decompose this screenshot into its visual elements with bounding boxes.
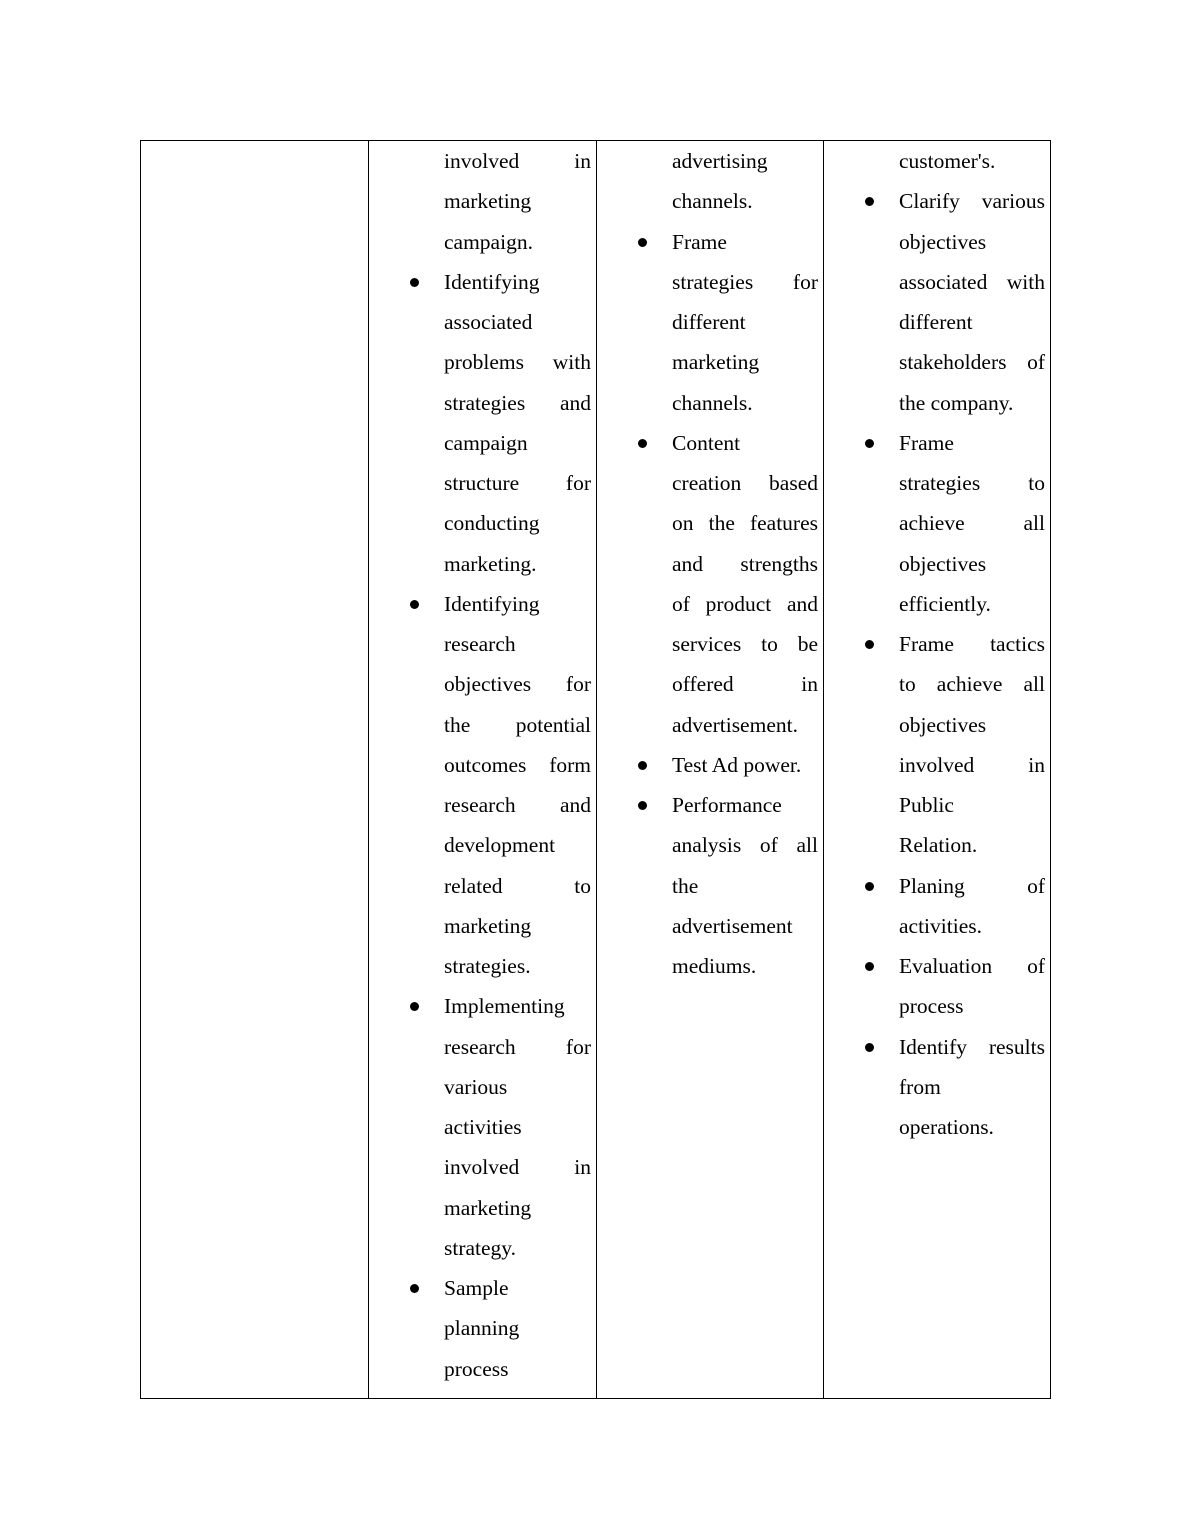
text-line [899,624,1045,664]
text-line [444,463,591,503]
line-text: Relation. [899,833,978,858]
text-line [444,383,591,423]
line-text: to achieve all [899,672,1045,697]
line-text: strategies. [444,954,531,978]
text-line [444,222,591,262]
text-line [444,1027,591,1067]
text-line [672,624,818,664]
text-line [899,785,1045,825]
line-text: Identify results [899,1034,1045,1059]
line-text: campaign [444,430,528,455]
text-line [444,503,591,543]
line-text: efficiently. [899,591,991,616]
bullet-icon [410,1002,419,1011]
bullet-icon [865,439,874,448]
text-line [444,181,591,221]
text-line [899,1027,1045,1067]
text-line [899,705,1045,745]
line-text: problems with [444,350,591,375]
text-line [444,866,591,906]
text-line [899,302,1045,342]
bullet-icon [638,238,647,247]
line-text: the potential [444,712,591,737]
line-text: associated with [899,269,1045,294]
bullet-icon [865,962,874,971]
text-line [444,1349,591,1389]
text-line [444,1147,591,1187]
text-line [899,463,1045,503]
line-text: Test Ad power. [672,752,802,777]
text-line [444,1308,591,1348]
line-text: Frame tactics [899,632,1045,656]
line-text: related to [444,873,591,898]
line-text: associated [444,310,533,334]
bullet-icon [865,882,874,891]
content-table [140,140,1051,1399]
line-text: customer's. [899,149,996,173]
bullet-icon [410,600,419,609]
text-line [899,181,1045,221]
line-text: strategies for [672,269,818,294]
text-line [899,222,1045,262]
text-line [672,866,818,906]
line-text: and strengths [672,551,818,576]
line-text: Planing of [899,873,1045,898]
line-text: strategies and [444,390,591,415]
line-text: marketing [444,1195,532,1220]
text-line [444,584,591,624]
line-text: Evaluation of [899,954,1045,978]
table-column-2 [368,141,596,1398]
column-3-text [672,141,818,986]
text-line [672,222,818,262]
text-line [444,1268,591,1308]
line-text: various [444,1074,508,1099]
line-text: advertisement [672,913,793,938]
text-line [899,423,1045,463]
bullet-icon [638,439,647,448]
text-line [899,986,1045,1026]
text-line [444,262,591,302]
text-line [444,906,591,946]
line-text: stakeholders of [899,350,1045,375]
bullet-icon [865,640,874,649]
table-column-1 [141,141,368,1398]
line-text: mediums. [672,954,757,978]
text-line [899,383,1045,423]
line-text: Identifying [444,269,540,294]
text-line [672,423,818,463]
text-line [899,342,1045,382]
line-text: strategy. [444,1235,517,1260]
line-text: from [899,1074,941,1099]
line-text: involved in [444,149,591,173]
text-line [444,423,591,463]
text-line [444,342,591,382]
line-text: achieve all [899,511,1045,536]
text-line [672,785,818,825]
line-text: analysis of all [672,833,818,858]
text-line [672,503,818,543]
line-text: structure for [444,471,591,495]
table-column-4 [823,141,1050,1398]
column-2-text [444,141,591,1389]
line-text: research and [444,793,591,817]
line-text: marketing [444,913,532,938]
line-text: the company. [899,390,1014,415]
line-text: process [444,1356,509,1381]
line-text: Content [672,430,741,455]
line-text: objectives [899,229,987,254]
bullet-icon [410,1284,419,1293]
line-text: research for [444,1034,591,1059]
line-text: activities [444,1115,522,1139]
text-line [672,705,818,745]
bullet-icon [410,278,419,287]
line-text: Frame [672,229,727,254]
line-text: campaign. [444,229,533,254]
line-text: Clarify various [899,189,1045,214]
text-line [899,141,1045,181]
line-text: planning [444,1316,520,1341]
text-line [444,544,591,584]
text-line [672,946,818,986]
line-text: channels. [672,390,753,415]
line-text: process [899,994,964,1019]
text-line [899,664,1045,704]
text-line [672,262,818,302]
text-line [672,544,818,584]
text-line [899,745,1045,785]
line-text: marketing. [444,551,537,576]
text-line [444,946,591,986]
line-text: Identifying [444,591,540,616]
bullet-icon [865,1043,874,1052]
line-text: objectives [899,712,987,737]
line-text: Implementing [444,994,565,1019]
table-column-3 [596,141,823,1398]
text-line [444,302,591,342]
text-line [444,624,591,664]
bullet-icon [638,761,647,770]
text-line [444,1107,591,1147]
text-line [672,664,818,704]
text-line [672,383,818,423]
bullet-icon [865,197,874,206]
line-text: channels. [672,189,753,214]
text-line [672,342,818,382]
line-text: different [899,310,973,334]
line-text: offered in [672,672,818,697]
text-line [899,584,1045,624]
line-text: Frame [899,430,954,455]
line-text: involved in [444,1155,591,1180]
text-line [899,906,1045,946]
text-line [444,986,591,1026]
line-text: of product and [672,591,818,616]
text-line [899,825,1045,865]
bullet-icon [638,801,647,810]
text-line [672,141,818,181]
text-line [444,1067,591,1107]
text-line [672,745,818,785]
text-line [899,866,1045,906]
line-text: Sample [444,1276,509,1300]
text-line [899,946,1045,986]
text-line [899,544,1045,584]
line-text: conducting [444,511,540,536]
text-line [899,1107,1045,1147]
text-line [444,745,591,785]
line-text: advertisement. [672,712,798,737]
line-text: marketing [672,350,760,375]
text-line [899,1067,1045,1107]
text-line [444,785,591,825]
line-text: creation based [672,471,818,495]
text-line [444,825,591,865]
line-text: outcomes form [444,752,591,777]
line-text: on the features [672,511,818,536]
line-text: objectives for [444,672,591,697]
text-line [672,584,818,624]
text-line [672,825,818,865]
text-line [672,463,818,503]
text-line [899,503,1045,543]
line-text: the [672,873,699,898]
text-line [672,302,818,342]
line-text: strategies to [899,471,1045,495]
column-4-text [899,141,1045,1147]
text-line [444,664,591,704]
text-line [899,262,1045,302]
text-line [444,705,591,745]
line-text: operations. [899,1115,994,1139]
line-text: services to be [672,632,818,656]
text-line [672,906,818,946]
line-text: objectives [899,551,987,576]
line-text: Performance [672,793,782,817]
line-text: marketing [444,189,532,214]
line-text: activities. [899,913,982,938]
text-line [672,181,818,221]
line-text: different [672,310,746,334]
line-text: research [444,632,516,656]
text-line [444,1228,591,1268]
text-line [444,1188,591,1228]
line-text: involved in [899,752,1045,777]
text-line [444,141,591,181]
line-text: advertising [672,149,768,173]
line-text: Public [899,793,954,817]
line-text: development [444,833,556,858]
